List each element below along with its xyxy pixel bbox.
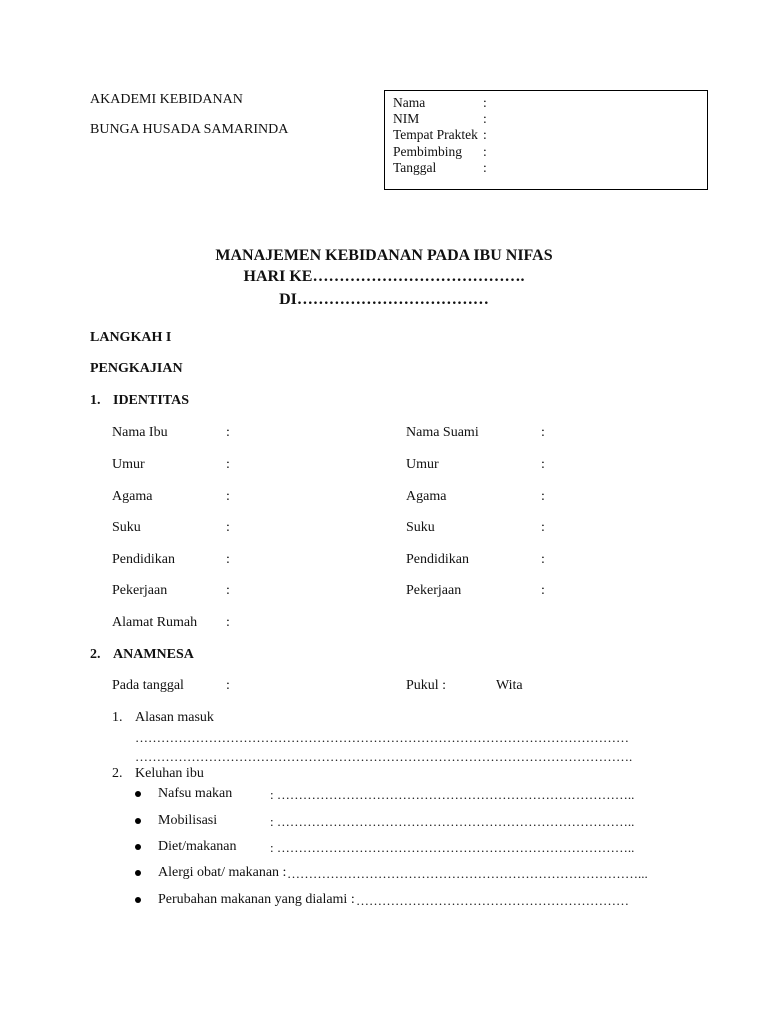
item-number: 1. — [112, 710, 123, 725]
bullet-alergi-dots: ………………………………………………………………………... — [287, 866, 648, 881]
identitas-number: 1. — [90, 393, 101, 408]
info-colon: : — [483, 144, 487, 159]
alasan-masuk-label: Alasan masuk — [135, 710, 214, 725]
field-colon: : — [226, 425, 230, 440]
field-colon: : — [541, 583, 545, 598]
info-colon: : — [483, 160, 487, 175]
field-pendidikan-suami: Pendidikan — [406, 552, 469, 567]
field-pendidikan-ibu: Pendidikan — [112, 552, 175, 567]
bullet-nafsu-makan: Nafsu makan — [158, 786, 233, 801]
field-alamat-rumah: Alamat Rumah — [112, 615, 198, 630]
bullet-mobilisasi: Mobilisasi — [158, 813, 218, 828]
alasan-masuk-dots-2: ……………………………………………………………………………………………………. — [135, 749, 633, 764]
field-umur-suami: Umur — [406, 457, 439, 472]
bullet-icon — [135, 844, 141, 850]
bullet-perubahan-makanan: Perubahan makanan yang dialami : — [158, 892, 355, 907]
info-colon: : — [483, 127, 487, 142]
field-agama-suami: Agama — [406, 489, 447, 504]
bullet-alergi: Alergi obat/ makanan : — [158, 865, 287, 880]
field-colon: : — [226, 489, 230, 504]
identitas-heading: IDENTITAS — [113, 393, 189, 408]
field-colon: : — [226, 583, 230, 598]
field-colon: : — [226, 457, 230, 472]
institution-line2: BUNGA HUSADA SAMARINDA — [90, 122, 289, 137]
pengkajian-heading: PENGKAJIAN — [90, 361, 183, 376]
bullet-icon — [135, 897, 141, 903]
bullet-perubahan-makanan-dots: ……………………………………………………… — [356, 893, 629, 908]
info-label-nim: NIM — [393, 111, 420, 126]
anamnesa-heading: ANAMNESA — [113, 647, 194, 662]
field-colon: : — [541, 457, 545, 472]
bullet-diet-makanan: Diet/makanan — [158, 839, 237, 854]
field-pekerjaan-suami: Pekerjaan — [406, 583, 462, 598]
bullet-icon — [135, 818, 141, 824]
langkah-heading: LANGKAH I — [90, 330, 172, 345]
field-nama-ibu: Nama Ibu — [112, 425, 168, 440]
field-colon: : — [541, 520, 545, 535]
item-number: 2. — [112, 766, 123, 781]
info-label-tanggal: Tanggal — [393, 160, 437, 175]
bullet-diet-makanan-dots: : ……………………………………………………………………….. — [270, 840, 635, 855]
field-colon: : — [226, 552, 230, 567]
field-colon: : — [226, 615, 230, 630]
hari-ke-line: HARI KE…………………………………. — [243, 268, 525, 285]
field-pada-tanggal: Pada tanggal — [112, 678, 184, 693]
alasan-masuk-dots-1: …………………………………………………………………………………………………… — [135, 730, 629, 745]
field-agama-ibu: Agama — [112, 489, 153, 504]
field-suku-suami: Suku — [406, 520, 435, 535]
field-wita: Wita — [496, 678, 523, 693]
field-umur-ibu: Umur — [112, 457, 145, 472]
field-suku-ibu: Suku — [112, 520, 141, 535]
document-title: MANAJEMEN KEBIDANAN PADA IBU NIFAS — [215, 247, 553, 264]
di-line: DI……………………………… — [279, 291, 489, 308]
field-nama-suami: Nama Suami — [406, 425, 479, 440]
info-label-tempat-praktek: Tempat Praktek — [393, 127, 478, 142]
field-colon: : — [541, 425, 545, 440]
institution-line1: AKADEMI KEBIDANAN — [90, 92, 243, 107]
field-colon: : — [541, 552, 545, 567]
info-label-nama: Nama — [393, 95, 426, 110]
info-colon: : — [483, 111, 487, 126]
student-info-box — [384, 90, 708, 190]
keluhan-ibu-label: Keluhan ibu — [135, 766, 204, 781]
field-pekerjaan-ibu: Pekerjaan — [112, 583, 168, 598]
info-label-pembimbing: Pembimbing — [393, 144, 463, 159]
info-colon: : — [483, 95, 487, 110]
field-colon: : — [226, 520, 230, 535]
bullet-icon — [135, 870, 141, 876]
bullet-mobilisasi-dots: : ……………………………………………………………………….. — [270, 814, 635, 829]
bullet-nafsu-makan-dots: : ……………………………………………………………………….. — [270, 787, 635, 802]
field-pukul: Pukul : — [406, 678, 447, 693]
field-colon: : — [541, 489, 545, 504]
bullet-icon — [135, 791, 141, 797]
anamnesa-number: 2. — [90, 647, 101, 662]
field-colon: : — [226, 678, 230, 693]
